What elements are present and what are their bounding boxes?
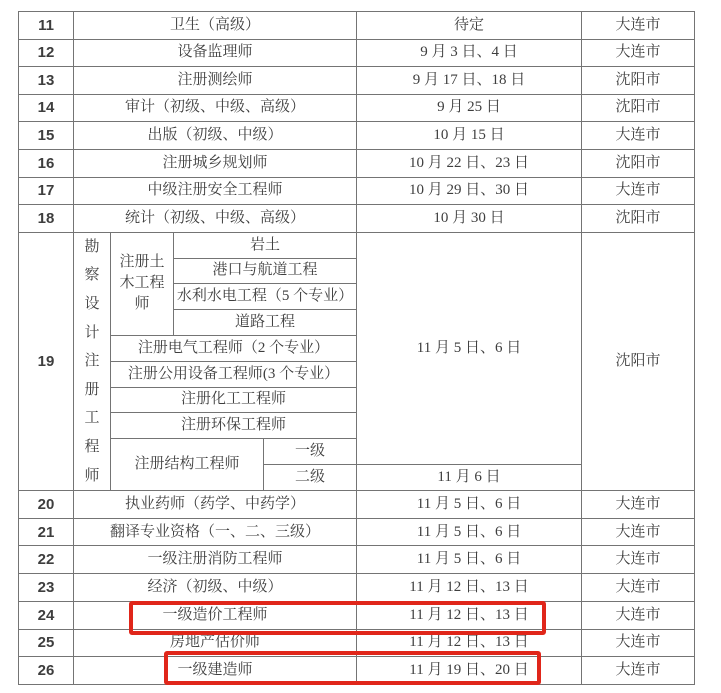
row-number: 23 xyxy=(19,574,74,602)
table-row xyxy=(19,122,695,150)
exam-name: 注册测绘师 xyxy=(74,67,357,95)
exam-name: 一级造价工程师 xyxy=(74,601,357,629)
exam-date: 9 月 3 日、4 日 xyxy=(357,39,582,67)
row-number: 22 xyxy=(19,546,74,574)
civil-specialty: 港口与航道工程 xyxy=(174,258,357,284)
exam-city: 沈阳市 xyxy=(582,149,695,177)
category-text: 勘察设计注册工程师 xyxy=(84,238,100,484)
exam-city: 沈阳市 xyxy=(582,94,695,122)
exam-date: 9 月 25 日 xyxy=(357,94,582,122)
exam-date: 11 月 12 日、13 日 xyxy=(357,601,582,629)
exam-city: 大连市 xyxy=(582,39,695,67)
exam-date: 10 月 22 日、23 日 xyxy=(357,149,582,177)
table-row xyxy=(19,149,695,177)
exam-date: 11 月 19 日、20 日 xyxy=(357,657,582,685)
table-row xyxy=(19,67,695,95)
exam-name: 房地产估价师 xyxy=(74,629,357,657)
row-number: 13 xyxy=(19,67,74,95)
exam-date: 11 月 12 日、13 日 xyxy=(357,574,582,602)
civil-engineer-text: 注册土木工程师 xyxy=(119,254,165,313)
row-number: 14 xyxy=(19,94,74,122)
exam-name: 一级注册消防工程师 xyxy=(74,546,357,574)
exam-date: 9 月 17 日、18 日 xyxy=(357,67,582,95)
structural-level: 一级 xyxy=(264,439,357,465)
table-row xyxy=(19,39,695,67)
exam-date: 11 月 5 日、6 日 xyxy=(357,491,582,519)
row-number: 21 xyxy=(19,518,74,546)
exam-date: 10 月 30 日 xyxy=(357,205,582,233)
table-row xyxy=(19,629,695,657)
civil-specialty: 道路工程 xyxy=(174,310,357,336)
table-row xyxy=(19,94,695,122)
row-number: 20 xyxy=(19,491,74,519)
exam-city: 大连市 xyxy=(582,518,695,546)
exam-city: 沈阳市 xyxy=(582,205,695,233)
table-row xyxy=(19,12,695,40)
exam-name: 执业药师（药学、中药学） xyxy=(74,491,357,519)
table-row xyxy=(19,574,695,602)
exam-schedule-table xyxy=(18,11,695,685)
exam-city: 大连市 xyxy=(582,601,695,629)
civil-specialty: 水利水电工程（5 个专业） xyxy=(174,284,357,310)
civil-specialty: 岩土 xyxy=(174,232,357,258)
exam-name: 注册城乡规划师 xyxy=(74,149,357,177)
exam-city: 沈阳市 xyxy=(582,67,695,95)
exam-city: 大连市 xyxy=(582,546,695,574)
exam-name: 审计（初级、中级、高级） xyxy=(74,94,357,122)
row-number: 11 xyxy=(19,12,74,40)
row-number: 24 xyxy=(19,601,74,629)
engineer-name: 注册化工工程师 xyxy=(111,387,357,413)
exam-city: 大连市 xyxy=(582,574,695,602)
exam-date: 10 月 29 日、30 日 xyxy=(357,177,582,205)
exam-name: 一级建造师 xyxy=(74,657,357,685)
structural-level: 二级 xyxy=(264,465,357,491)
table-row xyxy=(19,546,695,574)
table-row xyxy=(19,491,695,519)
row-number: 12 xyxy=(19,39,74,67)
exam-city: 大连市 xyxy=(582,657,695,685)
exam-name: 设备监理师 xyxy=(74,39,357,67)
row-number: 19 xyxy=(19,232,74,490)
exam-name: 中级注册安全工程师 xyxy=(74,177,357,205)
exam-name: 卫生（高级） xyxy=(74,12,357,40)
table-row-highlighted xyxy=(19,601,695,629)
table-row xyxy=(19,205,695,233)
exam-city: 大连市 xyxy=(582,12,695,40)
row-number: 16 xyxy=(19,149,74,177)
exam-date: 11 月 6 日 xyxy=(357,465,582,491)
civil-engineer-label xyxy=(111,232,174,335)
exam-date: 待定 xyxy=(357,12,582,40)
row-number: 15 xyxy=(19,122,74,150)
row-number: 18 xyxy=(19,205,74,233)
exam-name: 经济（初级、中级） xyxy=(74,574,357,602)
exam-date: 11 月 5 日、6 日 xyxy=(357,232,582,465)
exam-date: 10 月 15 日 xyxy=(357,122,582,150)
exam-city: 大连市 xyxy=(582,177,695,205)
engineer-name: 注册公用设备工程师(3 个专业） xyxy=(111,361,357,387)
row-number: 25 xyxy=(19,629,74,657)
structural-engineer-label: 注册结构工程师 xyxy=(111,439,264,491)
exam-date: 11 月 5 日、6 日 xyxy=(357,546,582,574)
table-row xyxy=(19,177,695,205)
exam-date: 11 月 5 日、6 日 xyxy=(357,518,582,546)
exam-city: 大连市 xyxy=(582,491,695,519)
exam-name: 翻译专业资格（一、二、三级） xyxy=(74,518,357,546)
engineer-name: 注册电气工程师（2 个专业） xyxy=(111,335,357,361)
exam-name: 统计（初级、中级、高级） xyxy=(74,205,357,233)
exam-date: 11 月 12 日、13 日 xyxy=(357,629,582,657)
row-number: 17 xyxy=(19,177,74,205)
engineer-name: 注册环保工程师 xyxy=(111,413,357,439)
table-row xyxy=(19,518,695,546)
table-row xyxy=(19,232,695,258)
exam-city: 大连市 xyxy=(582,122,695,150)
exam-city: 大连市 xyxy=(582,629,695,657)
table-row-highlighted xyxy=(19,657,695,685)
exam-name: 出版（初级、中级） xyxy=(74,122,357,150)
exam-city: 沈阳市 xyxy=(582,232,695,490)
row-number: 26 xyxy=(19,657,74,685)
category-vertical-label xyxy=(74,232,111,490)
